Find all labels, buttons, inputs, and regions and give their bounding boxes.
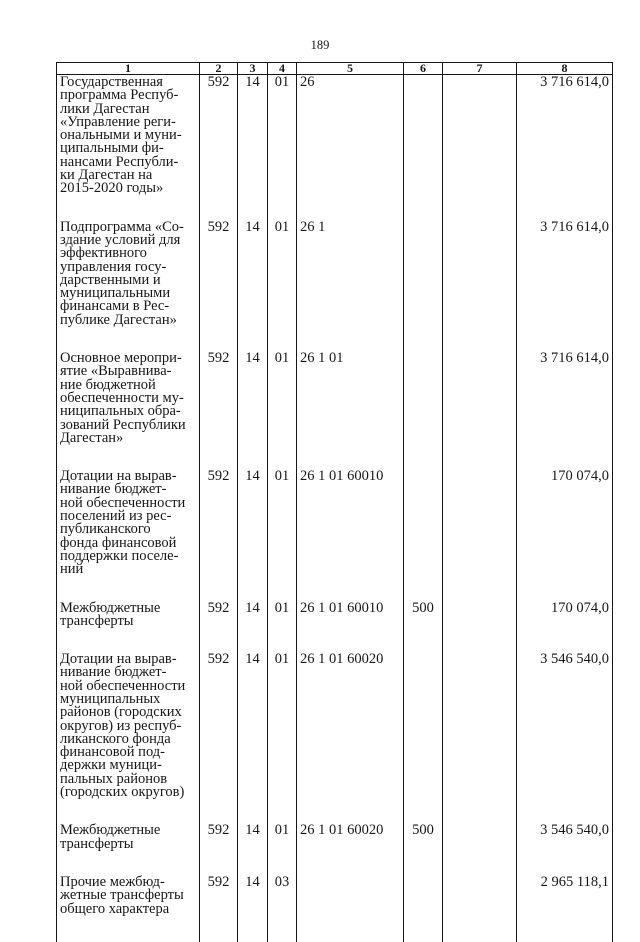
cell-col-3: 14	[238, 652, 268, 799]
spacer-cell	[238, 196, 268, 220]
cell-col-3: 14	[238, 220, 268, 327]
name-line: ний	[60, 561, 84, 577]
spacer-cell	[517, 916, 613, 942]
cell-col-8: 170 074,0	[517, 601, 613, 629]
spacer-cell	[443, 851, 517, 875]
cell-col-8: 2 965 118,1	[517, 875, 613, 916]
cell-col-8: 3 716 614,0	[517, 351, 613, 445]
cell-col-5	[297, 875, 404, 916]
cell-col-4: 01	[268, 601, 297, 629]
name-line: фонда финансовой	[60, 534, 177, 551]
row-spacer	[57, 327, 613, 351]
name-line: лики Дагестан	[60, 100, 150, 117]
spacer-cell	[297, 916, 404, 942]
spacer-cell	[238, 577, 268, 601]
cell-col-5: 26 1 01 60010	[297, 469, 404, 576]
cell-col-6	[404, 469, 443, 576]
spacer-cell	[200, 196, 238, 220]
cell-col-5: 26 1 01 60010	[297, 601, 404, 629]
spacer-cell	[517, 628, 613, 652]
header-col-7: 7	[443, 63, 517, 75]
name-line: здание условий для	[60, 231, 181, 248]
cell-col-7	[443, 652, 517, 799]
name-line: ниципальных обра-	[60, 403, 181, 420]
row-spacer	[57, 851, 613, 875]
name-line: программа Респуб-	[60, 87, 179, 104]
spacer-cell	[268, 916, 297, 942]
spacer-cell	[517, 799, 613, 823]
spacer-cell	[297, 577, 404, 601]
name-line: Прочие межбюд-	[60, 874, 165, 890]
spacer-cell	[268, 327, 297, 351]
spacer-cell	[297, 445, 404, 469]
cell-col-4: 03	[268, 875, 297, 916]
spacer-cell	[200, 916, 238, 942]
spacer-cell	[238, 916, 268, 942]
cell-col-2: 592	[200, 652, 238, 799]
cell-col-2: 592	[200, 469, 238, 576]
name-line: эффективного	[60, 245, 147, 262]
table-row	[57, 601, 613, 629]
name-line: ние бюджетной	[60, 376, 156, 393]
name-line: Межбюджетные	[60, 600, 161, 616]
cell-col-5: 26 1 01	[297, 351, 404, 445]
spacer-cell	[404, 327, 443, 351]
table-row	[57, 75, 613, 196]
name-line: дарственными и	[60, 271, 161, 288]
spacer-cell	[297, 196, 404, 220]
name-line: нансами Республи-	[60, 153, 179, 170]
spacer-cell	[443, 327, 517, 351]
cell-col-4: 01	[268, 351, 297, 445]
cell-col-5: 26 1 01 60020	[297, 823, 404, 851]
cell-col-7	[443, 601, 517, 629]
name-line: держки муници-	[60, 757, 162, 774]
cell-col-1	[57, 469, 200, 576]
spacer-cell	[404, 916, 443, 942]
name-line: трансферты	[60, 612, 134, 629]
cell-col-5: 26 1	[297, 220, 404, 327]
cell-col-6: 500	[404, 601, 443, 629]
spacer-cell	[517, 327, 613, 351]
name-line: жетные трансферты	[60, 887, 184, 904]
cell-col-6: 500	[404, 823, 443, 851]
spacer-cell	[517, 445, 613, 469]
cell-col-2: 592	[200, 351, 238, 445]
cell-col-4: 01	[268, 75, 297, 196]
table-row	[57, 875, 613, 916]
spacer-cell	[238, 327, 268, 351]
name-line: зований Республики	[60, 416, 186, 433]
cell-col-1	[57, 823, 200, 851]
header-col-8: 8	[517, 63, 613, 75]
cell-col-7	[443, 469, 517, 576]
spacer-cell	[443, 445, 517, 469]
name-line: поддержки поселе-	[60, 547, 179, 564]
cell-col-4: 01	[268, 823, 297, 851]
spacer-cell	[443, 628, 517, 652]
spacer-cell	[57, 445, 200, 469]
cell-col-7	[443, 823, 517, 851]
name-line: нивание бюджет-	[60, 481, 167, 498]
cell-col-6	[404, 75, 443, 196]
name-line: управления госу-	[60, 258, 167, 275]
cell-col-1	[57, 220, 200, 327]
spacer-cell	[517, 851, 613, 875]
spacer-cell	[404, 799, 443, 823]
name-line: районов (городских	[60, 704, 182, 721]
cell-col-3: 14	[238, 75, 268, 196]
row-spacer	[57, 577, 613, 601]
name-line: округов) из респуб-	[60, 717, 182, 734]
table-row	[57, 823, 613, 851]
spacer-cell	[404, 577, 443, 601]
spacer-cell	[297, 799, 404, 823]
cell-col-8: 3 716 614,0	[517, 75, 613, 196]
name-line: финансовой под-	[60, 744, 165, 761]
row-spacer	[57, 196, 613, 220]
spacer-cell	[268, 799, 297, 823]
name-line: ятие «Выравнива-	[60, 363, 172, 380]
spacer-cell	[57, 577, 200, 601]
cell-col-7	[443, 75, 517, 196]
spacer-cell	[268, 851, 297, 875]
spacer-cell	[200, 577, 238, 601]
name-line: ки Дагестан на	[60, 167, 153, 184]
cell-col-4: 01	[268, 220, 297, 327]
name-line: муниципальными	[60, 285, 171, 302]
cell-col-5: 26	[297, 75, 404, 196]
name-line: ональными и муни-	[60, 127, 182, 144]
cell-col-1	[57, 601, 200, 629]
cell-col-4: 01	[268, 652, 297, 799]
spacer-cell	[404, 628, 443, 652]
cell-col-2: 592	[200, 220, 238, 327]
spacer-cell	[268, 445, 297, 469]
spacer-cell	[297, 327, 404, 351]
spacer-cell	[57, 799, 200, 823]
spacer-cell	[268, 577, 297, 601]
table-row	[57, 652, 613, 799]
name-line: 2015-2020 годы»	[60, 180, 164, 196]
cell-col-4: 01	[268, 469, 297, 576]
table-row	[57, 469, 613, 576]
spacer-cell	[404, 196, 443, 220]
name-line: Дотации на вырав-	[60, 469, 177, 485]
name-line: публиканского	[60, 521, 151, 538]
spacer-cell	[268, 196, 297, 220]
spacer-cell	[404, 851, 443, 875]
page-number: 189	[310, 38, 330, 52]
name-line: ной обеспеченности	[60, 677, 186, 694]
cell-col-2: 592	[200, 823, 238, 851]
name-line: общего характера	[60, 900, 170, 916]
cell-col-3: 14	[238, 469, 268, 576]
cell-col-7	[443, 351, 517, 445]
spacer-cell	[57, 628, 200, 652]
name-line: обеспеченности му-	[60, 389, 184, 406]
cell-col-3: 14	[238, 601, 268, 629]
table-row	[57, 220, 613, 327]
spacer-cell	[238, 445, 268, 469]
name-line: Межбюджетные	[60, 823, 161, 839]
name-line: (городских округов)	[60, 784, 185, 800]
cell-col-6	[404, 652, 443, 799]
spacer-cell	[57, 916, 200, 942]
spacer-cell	[200, 327, 238, 351]
spacer-cell	[200, 799, 238, 823]
header-col-1: 1	[57, 63, 200, 75]
spacer-cell	[268, 628, 297, 652]
name-line: поселений из рес-	[60, 508, 172, 525]
header-col-5: 5	[297, 63, 404, 75]
spacer-cell	[238, 799, 268, 823]
spacer-cell	[297, 851, 404, 875]
name-line: Основное меропри-	[60, 351, 182, 367]
cell-col-3: 14	[238, 351, 268, 445]
spacer-cell	[57, 196, 200, 220]
cell-col-6	[404, 220, 443, 327]
row-spacer	[57, 799, 613, 823]
cell-col-6	[404, 875, 443, 916]
table-row	[57, 351, 613, 445]
cell-col-2: 592	[200, 75, 238, 196]
name-line: Дотации на вырав-	[60, 652, 177, 668]
name-line: пальных районов	[60, 770, 168, 787]
header-col-6: 6	[404, 63, 443, 75]
name-line: нивание бюджет-	[60, 664, 167, 681]
name-line: финансами в Рес-	[60, 298, 170, 315]
name-line: «Управление реги-	[60, 113, 176, 130]
cell-col-7	[443, 220, 517, 327]
spacer-cell	[443, 916, 517, 942]
cell-col-2: 592	[200, 601, 238, 629]
budget-table	[56, 62, 613, 942]
cell-col-3: 14	[238, 875, 268, 916]
name-line: Дагестан»	[60, 429, 124, 446]
cell-col-5: 26 1 01 60020	[297, 652, 404, 799]
cell-col-8: 170 074,0	[517, 469, 613, 576]
cell-col-1	[57, 75, 200, 196]
header-col-4: 4	[268, 63, 297, 75]
table-body	[57, 75, 613, 942]
cell-col-1	[57, 875, 200, 916]
name-line: ликанского фонда	[60, 730, 171, 747]
spacer-cell	[297, 628, 404, 652]
cell-col-8: 3 546 540,0	[517, 823, 613, 851]
spacer-cell	[200, 851, 238, 875]
spacer-cell	[443, 577, 517, 601]
spacer-cell	[200, 445, 238, 469]
row-spacer	[57, 445, 613, 469]
cell-col-1	[57, 351, 200, 445]
spacer-cell	[517, 196, 613, 220]
name-line: Подпрограмма «Со-	[60, 219, 184, 235]
cell-col-1	[57, 652, 200, 799]
spacer-cell	[404, 445, 443, 469]
spacer-cell	[443, 799, 517, 823]
cell-col-6	[404, 351, 443, 445]
name-line: Государственная	[60, 74, 163, 90]
spacer-cell	[443, 196, 517, 220]
name-line: трансферты	[60, 835, 134, 851]
name-line: ципальными фи-	[60, 140, 164, 157]
cell-col-8: 3 546 540,0	[517, 652, 613, 799]
spacer-cell	[57, 327, 200, 351]
name-line: муниципальных	[60, 690, 161, 707]
cell-col-8: 3 716 614,0	[517, 220, 613, 327]
header-col-3: 3	[238, 63, 268, 75]
spacer-cell	[200, 628, 238, 652]
spacer-cell	[57, 851, 200, 875]
spacer-cell	[238, 628, 268, 652]
spacer-cell	[238, 851, 268, 875]
row-spacer	[57, 916, 613, 942]
row-spacer	[57, 628, 613, 652]
header-row	[57, 63, 613, 75]
header-col-2: 2	[200, 63, 238, 75]
cell-col-3: 14	[238, 823, 268, 851]
spacer-cell	[517, 577, 613, 601]
name-line: ной обеспеченности	[60, 494, 186, 511]
cell-col-7	[443, 875, 517, 916]
cell-col-2: 592	[200, 875, 238, 916]
name-line: публике Дагестан»	[60, 311, 177, 328]
